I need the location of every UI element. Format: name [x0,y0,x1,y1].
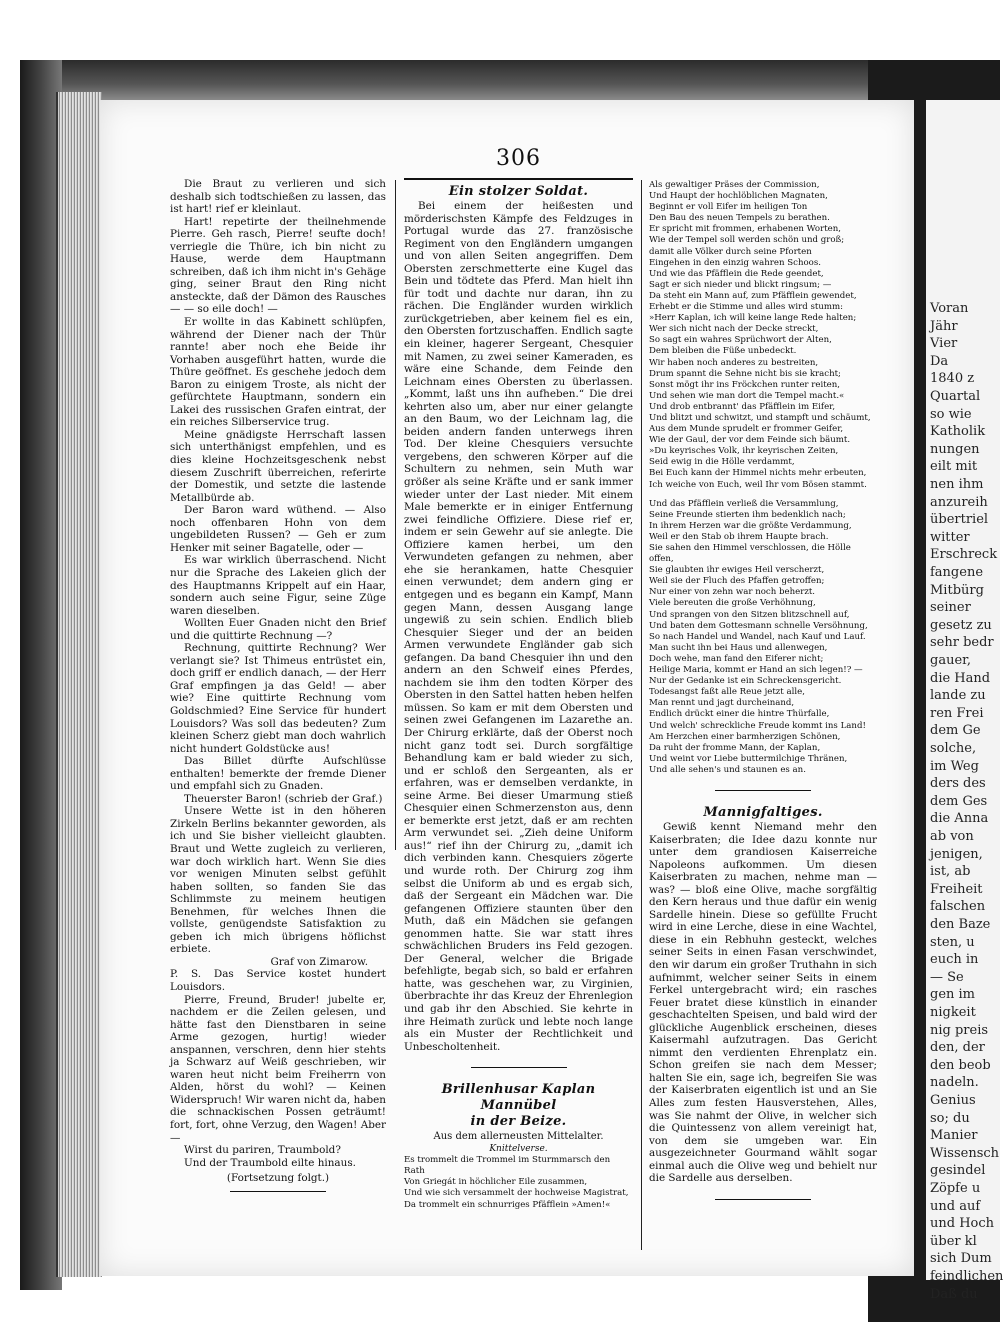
adjacent-text-fragment: Voran [930,301,969,316]
adjacent-text-fragment: die Hand [930,670,991,686]
verse-line: Aus dem Munde sprudelt er frommer Geifer, [649,424,844,435]
adjacent-text-fragment: ab von [930,829,974,844]
scan-top-shadow [20,60,1000,100]
verse-line: Von Griegát in höchlicher Eile zusammen, [404,1177,588,1188]
adjacent-text-fragment: gen im [930,987,976,1003]
adjacent-text-fragment: falschen [930,899,986,915]
verse-line: Wer sich nicht nach der Decke streckt, [649,324,819,335]
adjacent-text-fragment: fangene [930,565,984,580]
adjacent-text-fragment: sich Dum [930,1251,992,1267]
poem-subtitle: Aus dem allerneusten Mittelalter. [433,1131,604,1143]
adjacent-text-fragment: lande zu [930,688,986,704]
verse-line: Als gewaltiger Präses der Commission, [649,180,820,190]
verse-line: Und Haupt der hochlöblichen Magnaten, [649,191,828,202]
verse-line: Sonst mögt ihr ins Fröckchen runter reiten, [649,379,841,390]
adjacent-text-fragment: anzureih [930,494,988,510]
verse-line: Man sucht ihn bei Haus und allenwegen, [649,642,828,653]
adjacent-text-fragment: Genius [930,1093,976,1108]
adjacent-text-fragment: übertriel [930,512,989,528]
adjacent-text-fragment: Manier [930,1128,978,1144]
paragraph: Wirst du pariren, Traumbold? [184,1144,341,1157]
paragraph: Es war wirklich überraschend. Nicht nur die Sprache des Lakeien glich der des Hauptmanns Krippelt auf ein Haar, sondern auch seine Figur, seine Züge waren dieselben. [170,554,386,617]
adjacent-text-fragment: Freiheit [930,881,983,897]
verse-line: In ihrem Herzen war die größte Verdammung, [649,520,852,531]
article-title: Ein stolzer Soldat. [448,184,589,199]
adjacent-text-fragment: Katholik [930,424,986,440]
paragraph: Hart! repetirte der theilnehmende Pierre. Geh rasch, Pierre! seufte doch! verriegle die Thüre, ich bin nicht zu Hause, werde dem Hauptmann schreiben, daß ich ihm nicht in's Gehäge ging, seiner Braut den Ring nicht ansteckte, daß der Dämon des Rausches — — so eile doch! — [170,215,386,316]
adjacent-text-fragment: im Weg [930,758,979,774]
adjacent-text-fragment: dem Ges [930,793,988,809]
verse-line: Erhebt er die Stimme und alles wird stumm: [649,302,844,313]
verse-line: Beginnt er voll Eifer im heiligen Ton [649,202,808,213]
adjacent-text-fragment: Jähr [930,318,958,334]
adjacent-text-fragment: gauer, [930,653,972,668]
adjacent-text-fragment: nigkeit [930,1005,976,1020]
right-column [649,180,877,1206]
adjacent-text-fragment: witter [930,529,970,545]
verse-line: Doch wehe, man fand den Eiferer nicht; [649,653,824,664]
verse-line: Und baten dem Gottesmann schnelle Versöhnung, [649,620,868,631]
adjacent-text-fragment: eilt mit [930,459,978,475]
verse-line: Weil er den Stab ob ihrem Haupte brach. [649,531,829,542]
verse-line: Und drob entbrannt' das Pfäfflein im Eifer, [649,401,836,412]
verse-line: So nach Handel und Wandel, nach Kauf und Lauf. [649,631,866,642]
adjacent-text-fragment: ren Frei [930,705,984,721]
verse-line: Und welch' schreckliche Freude kommt ins Land! [649,720,866,731]
poem-title-line-2: in der Beize. [470,1114,567,1130]
adjacent-page-fragment [926,100,1003,1302]
poem-title-line-1: Brillenhusar Kaplan Mannübel [441,1082,596,1114]
verse-line: Und wie das Pfäfflein die Rede geendet, [649,268,824,279]
verse-line: Nur einer von zehn war noch beherzt. [649,587,816,598]
section-separator [715,790,811,791]
adjacent-text-fragment: den, der [930,1040,985,1056]
verse-line: Da ruht der fromme Mann, der Kaplan, [649,742,821,753]
adjacent-text-fragment: — Se [930,969,964,985]
paragraph: Er wollte in das Kabinett schlüpfen, während der Diener nach der Thür rannte! aber noch ehe Beide ihr Vorhaben ausgeführt hatten, wurde die Thüre geöffnet. Es geschehe jedoch dem Baron zu einigem Troste, als nicht der gefürchtete Hauptmann, sondern ein Lakei des russischen Grafen eintrat, der ein reiches Silberservice trug. [170,316,386,429]
adjacent-text-fragment: Da [930,353,949,369]
column-end-rule [230,1191,326,1192]
adjacent-text-fragment: gesindel [930,1163,986,1179]
verse-line: Eingehen in den einzig wahren Schoos. [649,257,821,268]
verse-line: Drum spannt die Sehne nicht bis sie kracht; [649,368,841,379]
verse-line: Und sehen wie man dort die Tempel macht.« [649,390,845,401]
adjacent-text-fragment: sehr bedr [930,635,994,651]
paragraph: Der Baron ward wüthend. — Also noch offenbaren Hohn von dem ungebildeten Russen? — Geh er zum Henker mit seiner Bagatelle, oder — [170,504,386,554]
paragraph: Das Billet dürfte Aufschlüsse enthalten! bemerkte der fremde Diener und empfahl sich zu Gnaden. [170,755,386,793]
left-column [170,178,386,1198]
adjacent-text-fragment: und auf [930,1198,981,1214]
column-divider-2 [641,180,642,1250]
middle-column [404,178,633,1211]
paragraph: Theuerster Baron! (schrieb der Graf.) [184,792,383,805]
book-page-edges [56,92,102,1277]
verse-line: Dem bleiben die Füße unbedeckt. [649,346,797,357]
verse-line: »Du keyrisches Volk, ihr keyrischen Zeiten, [649,446,839,457]
verse-line: Seid ewig in die Hölle verdammt, [649,457,795,468]
verse-line: Den Bau des neuen Tempels zu berathen. [649,213,830,224]
verse-line: Sie glaubten ihr ewiges Heil verscherzt, [649,565,825,576]
adjacent-text-fragment: die Anna [930,811,989,827]
verse-line: Sagt er sich nieder und blickt ringsum; — [649,279,832,290]
adjacent-text-fragment: so wie [930,406,972,422]
adjacent-text-fragment: ders des [930,776,986,792]
column-divider-1 [395,180,396,850]
verse-line: Wie der Tempel soll werden schön und groß; [649,235,845,246]
adjacent-text-fragment: über kl [930,1233,977,1249]
adjacent-text-fragment: feindlichen [930,1269,1003,1284]
verse-line: Und blitzt und schwitzt, und stampft und schäumt, [649,412,871,423]
verse-line: So sagt ein wahres Sprüchwort der Alten, [649,335,832,346]
verse-line: Und das Pfäfflein verließ die Versammlung, [649,498,839,509]
title-rule [404,178,633,180]
verse-line: Viele bereuten die große Verhöhnung, [649,598,816,609]
verse-line: Heilige Maria, kommt er Hand an sich legen!? — [649,665,863,676]
adjacent-text-fragment: nadeln. [930,1075,979,1091]
paragraph: Pierre, Freund, Bruder! jubelte er, nachdem er die Zeilen gelesen, und hätte fast den Dienstbaren in seine Arme gezogen, hurtig! wieder anspannen, verschren, denn hier stehts ja Schwarz auf Weiß geschrieben, wir waren heut nicht beim Freiherrn von Alden, hörst du wohl? — Keinen Widerspruch! Wir waren nicht da, haben die schnackischen Possen geträumt! fort, fort, ohne Verzug, den Wagen! Aber — [170,993,386,1144]
paragraph: Wollten Euer Gnaden nicht den Brief und die quittirte Rechnung —? [170,617,386,642]
signature: Graf von Zimarow. [270,955,368,968]
verse-line: damit alle Völker durch seine Pforten [649,246,812,257]
adjacent-text-fragment: dem Ge [930,723,981,739]
verse-line: Und weint vor Liebe buttermilchige Thränen, [649,753,848,764]
verse-line: Da trommelt ein schnurriges Pfäfflein »Amen!« [404,1199,611,1210]
page-number: 306 [496,146,541,171]
adjacent-text-fragment: Wissensch [930,1145,1000,1161]
verse-line: Da steht ein Mann auf, zum Pfäfflein gewendet, [649,290,857,301]
poem-subtitle-small: Knittelverse. [489,1144,548,1155]
adjacent-text-fragment: so; du [930,1110,970,1126]
adjacent-text-fragment: sten, u [930,934,975,950]
verse-line: Es trommelt die Trommel im Sturmmarsch den Rath [404,1155,611,1177]
adjacent-text-fragment: nig preis [930,1022,989,1038]
adjacent-text-fragment: euch in [930,952,979,968]
adjacent-text-fragment: und Hoch [930,1216,995,1232]
verse-line: Todesangst faßt alle Reue jetzt alle, [649,687,805,698]
paragraph: Die Braut zu verlieren und sich deshalb sich todtschießen zu lassen, das ist hart! rief er kleinlaut. [170,178,386,216]
postscript: P. S. Das Service kostet hundert Louisdors. [170,968,386,993]
adjacent-text-fragment: gesetz zu [930,617,992,633]
adjacent-text-fragment: ist, ab [930,864,971,880]
verse-line: Ich weiche von Euch, weil Ihr vom Bösen stammt. [649,479,867,490]
adjacent-text-fragment: jenigen, [930,846,983,862]
adjacent-text-fragment: nen ihm [930,477,984,492]
paragraph: Unsere Wette ist in den höheren Zirkeln Berlins bekannter geworden, als ich und Sie bisher vielleicht glaubten. Braut und Wette zugleich zu verlieren, war doch wirklich hart. Wenn Sie dies vor wenigen Minuten selbst gefühlt haben sollten, so fanden Sie das Schlimmste zu meinem heutigen Benehmen, für welches Ihnen die vollste, genügendste Satisfaktion zu geben ich mich übrigens höflichst erbiete. [170,805,386,956]
verse-line: »Herr Kaplan, ich will keine lange Rede halten; [649,313,857,324]
verse-line: Wie der Gaul, der vor dem Feinde sich bäumt. [649,435,851,446]
verse-line: Nur der Gedanke ist ein Schreckensgericht. [649,676,842,687]
adjacent-text-fragment: solche, [930,741,977,756]
adjacent-text-fragment: Quartal [930,389,981,404]
paragraph: Bei einem der heißesten und mörderischsten Kämpfe des Feldzuges in Portugal wurde das 27. französische Regiment von den Engländern umgangen und von allen Seiten angegriffen. Dem Obersten zerschmetterte eine Kugel das Bein und tödtete das Pferd. Man hielt ihn für todt und dachte nur daran, ihn zu rächen. Die Engländer wurden wirklich zurückgetrieben, aber keinem fiel es ein, den Obersten fortzuschaffen. Endlich sagte ein kleiner, hagerer Sergeant, Chesquier mit Namen, zu zwei seiner Kameraden, es wäre eine Schande, dem Feinde den Leichnam eines Obersten zu überlassen. „Kommt, laßt uns ihn aufheben.“ Die drei kehrten also um, aber nur einer gelangte an den Baum, wo der Leichnam lag, die beiden andern fanden unterwegs ihren Tod. Der kleine Chesquiers versuchte vergebens, den schweren Körper auf die Schultern zu nehmen, sein Muth war größer als seine Kräfte und er sank immer wieder unter der Last nieder. Mit einem Male bemerkte er in einiger Entfernung zwei feindliche Offiziere. Diese rief er, indem er sein Gewehr auf sie anlegte. Die Offiziere kamen herbei, um den Verwundeten gefangen zu nehmen, aber ehe sie herankamen, hatte Chesquier einen verwundet; dem andern ging er entgegen und es begann ein Kampf, Mann gegen Mann, dessen Ausgang lange ungewiß zu sein schien. Endlich blieb Chesquier Sieger und der an beiden Armen verwundete Engländer gab sich gefangen. Da band Chesquier ihn und den andern an den Schweif eines Pferdes, nachdem sie ihm den todten Körper des Obersten in den Sattel hatten heben helfen müssen. So kam er mit dem Obersten und seinen zwei Gefangenen im Lazarethe an. Der Chirurg erklärte, daß der Oberst noch nicht ganz todt sei. Durch sorgfältige Behandlung kam er bald wieder zu sich, und er schloß den Sergeanten, als er erfahren, was er demselben verdankte, in seine Arme. Bei dieser Umarmung stieß Chesquier einen Schmerzenston aus, denn er bemerkte erst jetzt, daß er am rechten Arm verwundet sei. „Zieh deine Uniform aus!“ rief ihn der Chirurg zu, „damit ich dich verbinden kann. Chesquiers zögerte und wurde roth. Der Chirurg zog ihm selbst die Uniform ab und es ergab sich, daß der Sergeant ein Mädchen war. Die gefangenen Offiziere staunten über den Muth, daß ein Mädchen sie gefangen genommen hatte. Sie war statt ihres schwächlichen Bruders ins Feld gezogen. Der General, welcher die Brigade befehligte, begab sich, so bald er erfahren hatte, was geschehen war, zu Virginien, überbrachte ihr das Kreuz der Ehrenlegion und gab ihr den Abschied. Sie kehrte in ihre Heimath zurück und lebte noch lange als ein Muster der Rechtlichkeit und Unbescholtenheit. [404,200,633,1053]
adjacent-text-fragment: den Baze [930,917,991,932]
verse-line: Er spricht mit frommen, erhabenen Worten, [649,224,842,235]
paragraph: Gewiß kennt Niemand mehr den Kaiserbraten; die Idee dazu konnte nur unter dem grandiosen Kaiserreiche Napoleons aufkommen. Um diesen Kaiserbraten zu machen, nehme man — was? — bloß eine Olive, mache sorgfältig den Kern heraus und thue dafür ein wenig Sardelle hinein. Diese so gefüllte Frucht wird in eine Lerche, diese in eine Wachtel, diese in ein Rebhuhn gesteckt, welches seiner Seits in einen Fasan verschwindet, den wir darum ein großer Truthahn in sich aufnimmt, welcher seiner Seits in einem Ferkel untergebracht wird; ein rasches Feuer bratet diese künstlich in einander geschachtelten Speisen, und bald wird der glückliche Augenblick erscheinen, dieses Kaisermahl aufzutragen. Das Gericht nimmt den verdienten Ehrenplatz ein. Schon greifen sie nach dem Messer; halten Sie ein, sage ich, begreifen Sie was der Kaiserbraten eigentlich ist und an Sie Alles zum festen Hausverstehen, Alles, was Sie nahmt der Olive, in welcher sich die Quintessenz von allem vereinigt hat, von dem sie umgeben war. Ein ausgezeichneter Gourmand wählt sogar einmal auch die Olive weg und behielt nur die Sardelle aus derselben. [649,820,877,1185]
adjacent-text-fragment: Zöpfe u [930,1181,981,1196]
adjacent-text-fragment: nungen [930,441,980,457]
verse-line: Endlich drückt einer die hintre Thürfalle, [649,709,830,720]
adjacent-text-fragment: Mitbürg [930,582,984,598]
adjacent-text-fragment: 1840 z [930,371,975,387]
verse-line: Weil sie der Fluch des Pfaffen getroffen; [649,576,825,587]
verse-line: Man rennt und jagt durcheinand, [649,698,795,709]
paragraph: Rechnung, quittirte Rechnung? Wer verlangt sie? Ist Thimeus entrüstet ein, doch griff er endlich danach, — der Herr Graf empfingen ja das Geld! — aber wie? Eine quittirte Rechnung vom Goldschmied? Eine Service für hundert Louisdors? Was soll das bedeuten? Zum kleinen Scherz giebt man doch wahrlich nicht hundert Goldstücke aus! [170,642,386,755]
verse-line: Und wie sich versammelt der hochweise Magistrat, [404,1188,629,1199]
adjacent-text-fragment: Daß du [930,1286,978,1302]
adjacent-text-fragment: Vier [930,336,958,352]
verse-line: Wir haben noch anderes zu bestreiten, [649,357,819,368]
article-separator [471,1067,567,1068]
verse-line: Sie sahen den Himmel verschlossen, die Hölle offen, [649,543,851,565]
column-end-rule [715,1199,811,1200]
verse-line: Und alle sehen's und staunen es an. [649,764,806,775]
verse-line: Bei Euch kann der Himmel nichts mehr erbeuten, [649,468,867,479]
verse-line: Seine Freunde stierten ihm bedenklich nach; [649,509,846,520]
adjacent-text-fragment: den beob [930,1057,991,1073]
adjacent-text-fragment: seiner [930,600,971,616]
paragraph: Und der Traumbold eilte hinaus. [184,1156,356,1169]
verse-line: Und sprangen von den Sitzen blitzschnell auf, [649,609,850,620]
adjacent-text-fragment: Erschreck [930,547,998,563]
section-title: Mannigfaltiges. [703,804,823,820]
continued-note: (Fortsetzung folgt.) [226,1172,330,1185]
verse-line: Am Herzchen einer barmherzigen Schönen, [649,731,841,742]
paragraph: Meine gnädigste Herrschaft lassen sich unterthänigst empfehlen, und es dies kleine Hochzeitsgeschenk nebst diesem Zuschrift überreichen, referirte der Domestik, und setzte die lastende Metallbürde ab. [170,428,386,504]
